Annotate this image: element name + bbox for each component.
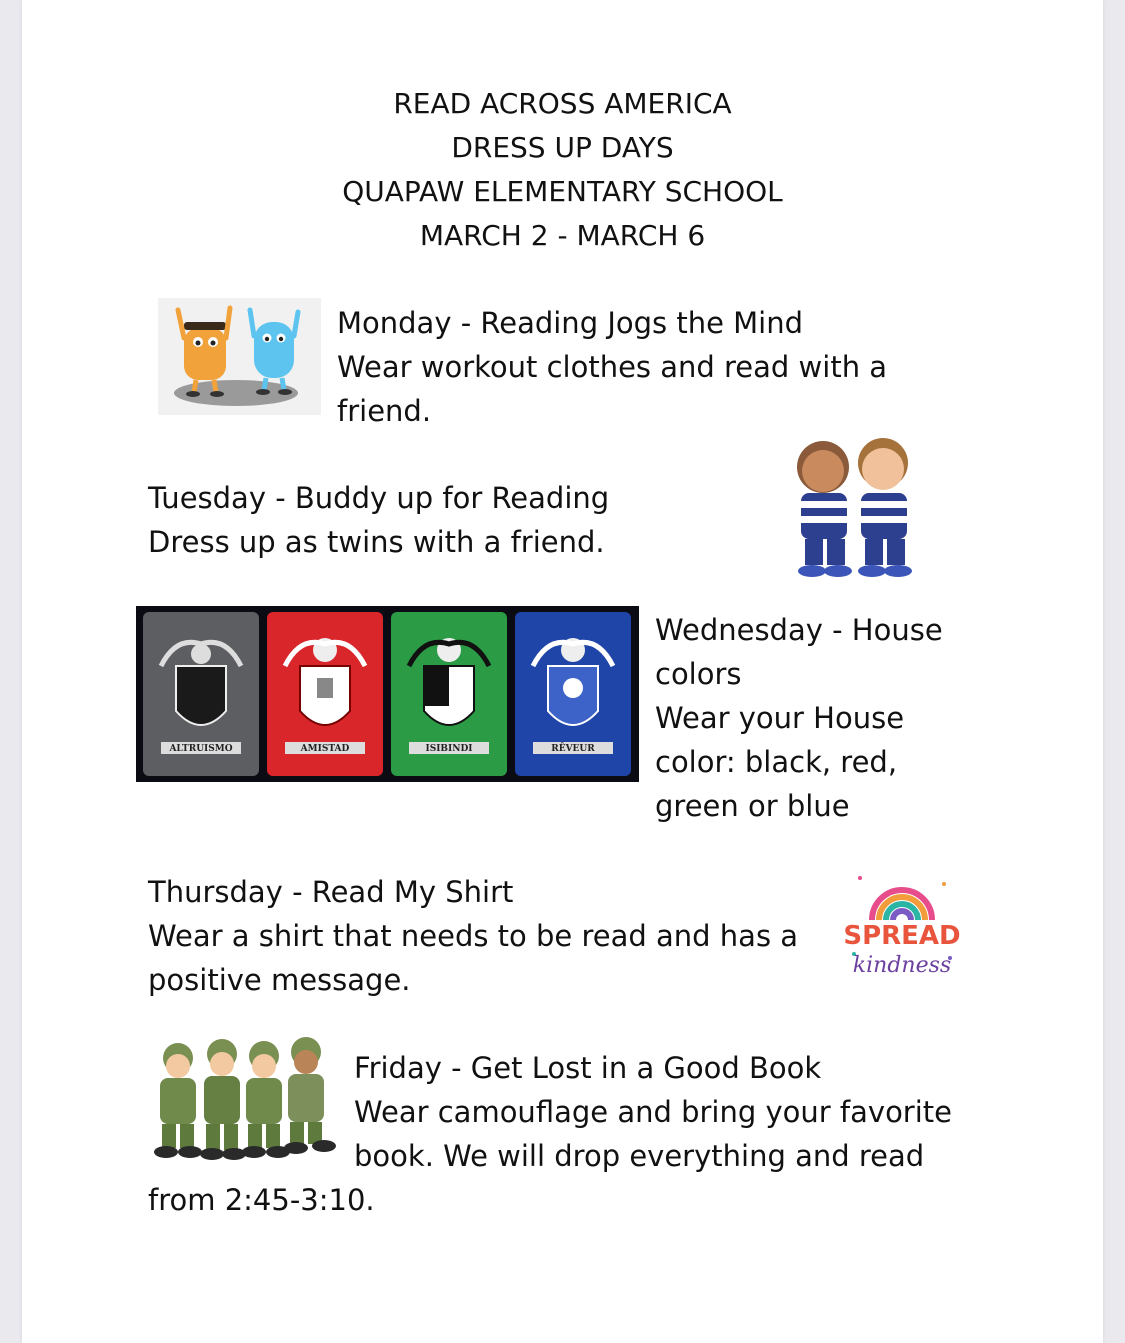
jogging-monsters-icon: [158, 298, 321, 415]
house-name-isibindi: ISIBINDI: [425, 744, 473, 754]
header-dates: MARCH 2 - MARCH 6: [419, 219, 706, 252]
header-subtitle: DRESS UP DAYS: [451, 131, 674, 164]
header-school: QUAPAW ELEMENTARY SCHOOL: [342, 175, 783, 208]
thursday-line-2: positive message.: [148, 963, 411, 997]
house-name-amistad: AMISTAD: [300, 744, 350, 754]
spread-kindness-sticker: [840, 858, 964, 988]
twin-kids-icon: [785, 433, 927, 583]
thursday-title: Thursday - Read My Shirt: [148, 875, 514, 909]
friday-line-3: from 2:45-3:10.: [148, 1183, 375, 1217]
wednesday-line-4: green or blue: [655, 789, 850, 823]
house-name-altruismo: ALTRUISMO: [169, 744, 233, 754]
house-crest-amistad: [267, 612, 383, 776]
house-crests-banner: [136, 606, 639, 782]
wednesday-line-2: Wear your House: [655, 701, 905, 735]
wednesday-title: Wednesday - House: [655, 613, 943, 647]
house-crest-reveur: [515, 612, 631, 776]
wednesday-line-1: colors: [655, 657, 742, 691]
monday-title: Monday - Reading Jogs the Mind: [337, 306, 804, 340]
monday-line-2: friend.: [337, 394, 432, 428]
wednesday-line-3: color: black, red,: [655, 745, 898, 779]
house-crest-isibindi: [391, 612, 507, 776]
thursday-line-1: Wear a shirt that needs to be read and has a: [148, 919, 799, 953]
sticker-spread-text: SPREAD: [843, 921, 961, 951]
house-crest-altruismo: [143, 612, 259, 776]
friday-line-1: Wear camouflage and bring your favorite: [354, 1095, 952, 1129]
tuesday-title: Tuesday - Buddy up for Reading: [148, 481, 610, 515]
house-name-reveur: RÊVEUR: [551, 744, 595, 754]
header-title: READ ACROSS AMERICA: [393, 87, 732, 120]
friday-title: Friday - Get Lost in a Good Book: [354, 1051, 822, 1085]
camo-kids-icon: [138, 1036, 342, 1162]
friday-line-2: book. We will drop everything and read: [354, 1139, 925, 1173]
monday-line-1: Wear workout clothes and read with a: [337, 350, 888, 384]
tuesday-line-1: Dress up as twins with a friend.: [148, 525, 605, 559]
sticker-kindness-text: kindness: [852, 953, 952, 978]
